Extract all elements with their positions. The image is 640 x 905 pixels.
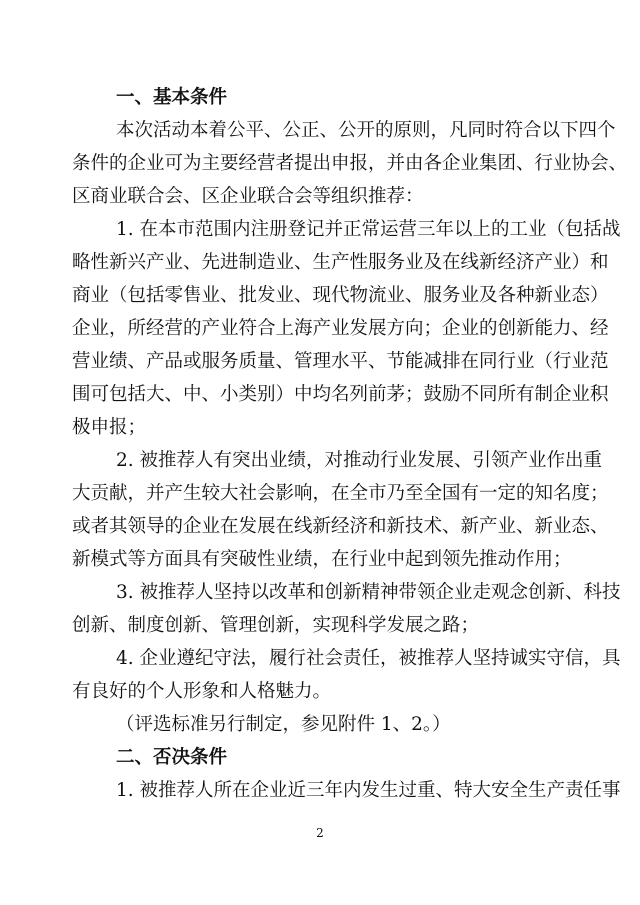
condition-4-line: 有良好的个人形象和人格魅力。 [72,681,332,702]
section-heading-veto-conditions: 二、否决条件 [116,747,228,768]
paragraph-line: 本次活动本着公平、公正、公开的原则，凡同时符合以下四个 [116,120,616,141]
condition-1-line: 企业，所经营的产业符合上海产业发展方向；企业的创新能力、经 [72,318,609,339]
section-heading-basic-conditions: 一、基本条件 [116,87,228,108]
condition-1-line: 营业绩、产品或服务质量、管理水平、节能减排在同行业（行业范 [72,351,609,372]
condition-3-line: 3. 被推荐人坚持以改革和创新精神带领企业走观念创新、科技 [116,582,621,603]
paragraph-line: 条件的企业可为主要经营者提出申报，并由各企业集团、行业协会、 [72,153,628,174]
page-number: 2 [316,826,324,840]
condition-1-line: 商业（包括零售业、批发业、现代物流业、服务业及各种新业态） [72,285,609,306]
condition-2-line: 新模式等方面具有突破性业绩，在行业中起到领先推动作用； [72,549,572,570]
condition-1-line: 围可包括大、中、小类别）中均名列前茅；鼓励不同所有制企业积 [72,384,609,405]
paragraph-line: 区商业联合会、区企业联合会等组织推荐： [72,186,424,207]
condition-2-line: 或者其领导的企业在发展在线新经济和新技术、新产业、新业态、 [72,516,609,537]
veto-condition-1-line: 1. 被推荐人所在企业近三年内发生过重、特大安全生产责任事 [116,780,621,801]
condition-4-line: 4. 企业遵纪守法，履行社会责任，被推荐人坚持诚实守信，具 [116,648,621,669]
condition-1-line: 1. 在本市范围内注册登记并正常运营三年以上的工业（包括战 [116,219,621,240]
condition-1-line: 略性新兴产业、先进制造业、生产性服务业及在线新经济产业）和 [72,252,609,273]
criteria-note: （评选标准另行制定，参见附件 1、2。） [116,714,451,735]
condition-1-line: 极申报； [72,417,147,438]
condition-2-line: 大贡献，并产生较大社会影响，在全市乃至全国有一定的知名度； [72,483,609,504]
condition-3-line: 创新、制度创新、管理创新，实现科学发展之路； [72,615,480,636]
condition-2-line: 2. 被推荐人有突出业绩，对推动行业发展、引领产业作出重 [116,450,603,471]
